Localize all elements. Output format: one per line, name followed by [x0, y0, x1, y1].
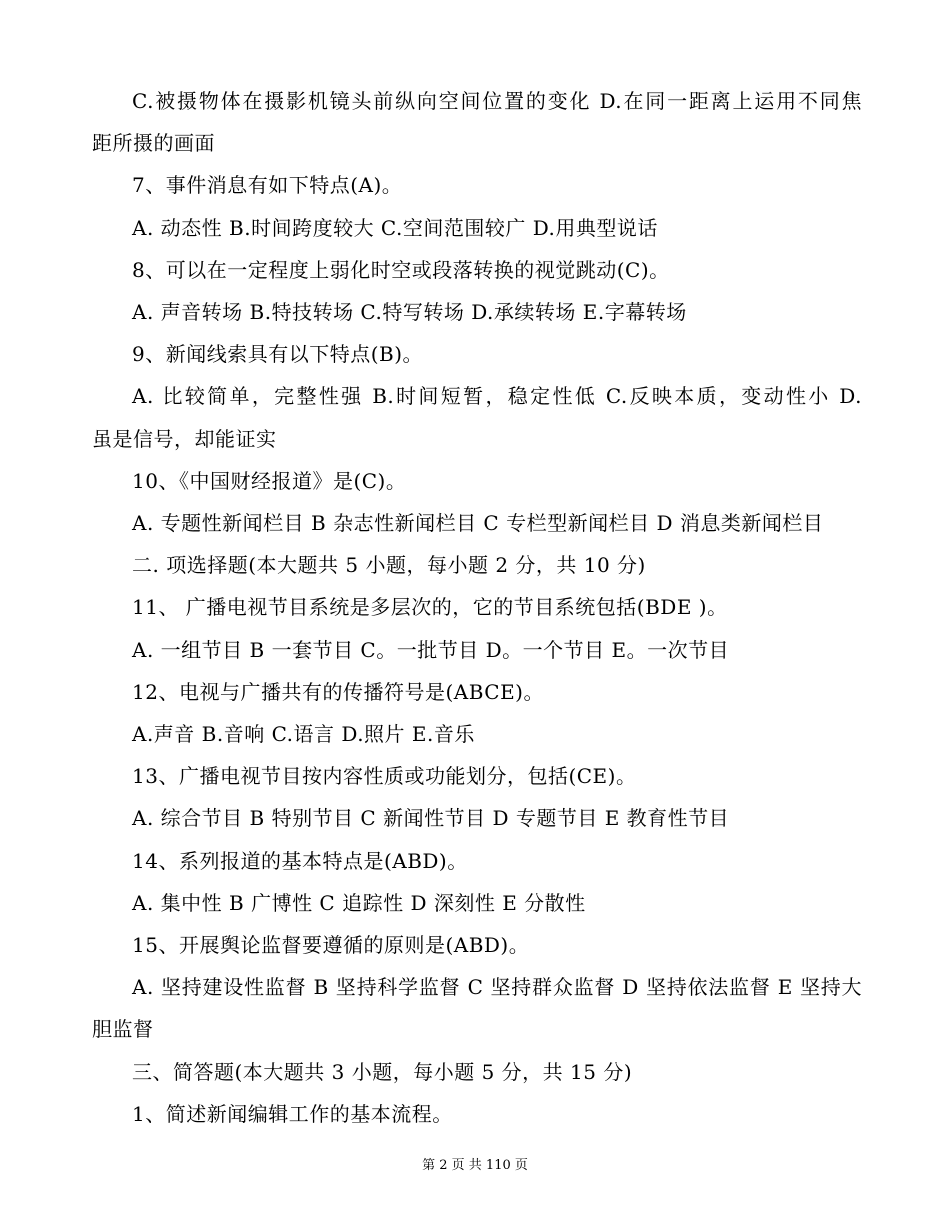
text-line: A. 集中性 B 广博性 C 追踪性 D 深刻性 E 分散性 [132, 890, 586, 915]
text-line: A. 专题性新闻栏目 B 杂志性新闻栏目 C 专栏型新闻栏目 D 消息类新闻栏目 [132, 511, 824, 536]
text-line: 虽是信号，却能证实 [92, 426, 277, 451]
text-line: A. 比较简单，完整性强 B.时间短暂，稳定性低 C.反映本质，变动性小 D. [132, 384, 862, 409]
text-line: A. 坚持建设性监督 B 坚持科学监督 C 坚持群众监督 D 坚持依法监督 E 坚持大 [132, 975, 862, 1000]
text-line: 12、电视与广播共有的传播符号是(ABCE)。 [132, 679, 544, 704]
text-line: 10、《中国财经报道》是(C)。 [132, 468, 407, 493]
text-line: 15、开展舆论监督要遵循的原则是(ABD)。 [132, 933, 530, 958]
text-line: 二. 项选择题(本大题共 5 小题，每小题 2 分，共 10 分) [132, 553, 646, 578]
text-line: 11、 广播电视节目系统是多层次的，它的节目系统包括(BDE )。 [132, 595, 728, 620]
text-line: 14、系列报道的基本特点是(ABD)。 [132, 848, 468, 873]
page-footer: 第 2 页 共 110 页 [422, 1158, 528, 1173]
text-line: A. 综合节目 B 特别节目 C 新闻性节目 D 专题节目 E 教育性节目 [132, 806, 730, 831]
text-line: 三、简答题(本大题共 3 小题，每小题 5 分，共 15 分) [132, 1059, 633, 1084]
text-line: A.声音 B.音响 C.语言 D.照片 E.音乐 [132, 722, 475, 747]
text-line: C.被摄物体在摄影机镜头前纵向空间位置的变化 D.在同一距离上运用不同焦 [132, 89, 862, 113]
text-line: A. 声音转场 B.特技转场 C.特写转场 D.承续转场 E.字幕转场 [132, 300, 687, 325]
text-line: A. 动态性 B.时间跨度较大 C.空间范围较广 D.用典型说话 [132, 215, 658, 240]
text-line: 7、事件消息有如下特点(A)。 [132, 173, 403, 198]
text-line: 8、可以在一定程度上弱化时空或段落转换的视觉跳动(C)。 [132, 257, 670, 282]
document-body [92, 80, 862, 1135]
text-line: 9、新闻线索具有以下特点(B)。 [132, 342, 424, 367]
text-line: 距所摄的画面 [92, 131, 215, 156]
text-line: 13、广播电视节目按内容性质或功能划分，包括(CE)。 [132, 764, 637, 789]
text-line: 1、简述新闻编辑工作的基本流程。 [132, 1101, 453, 1126]
text-line: 胆监督 [92, 1017, 154, 1042]
text-line: A. 一组节目 B 一套节目 C。一批节目 D。一个节目 E。一次节目 [132, 637, 730, 662]
